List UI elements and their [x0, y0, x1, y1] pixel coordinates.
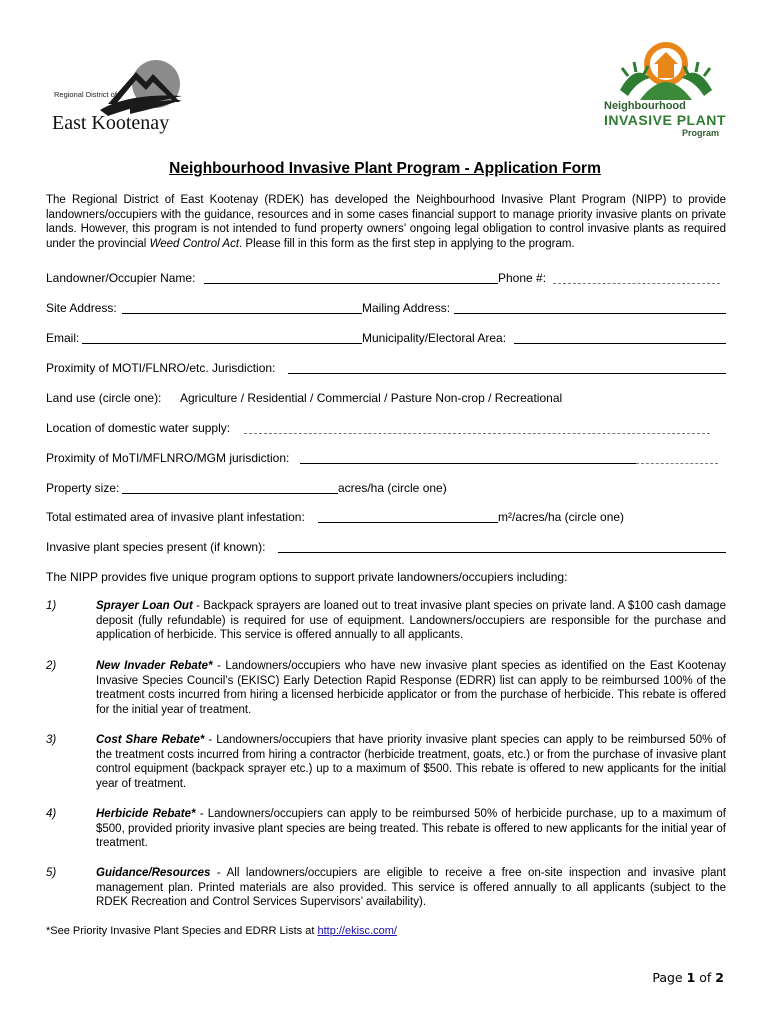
footnote-text: *See Priority Invasive Plant Species and EDRR Lists at — [46, 925, 318, 937]
infestation-units[interactable]: m²/acres/ha (circle one) — [498, 510, 625, 524]
option-number: 5) — [46, 867, 57, 879]
input-mailing-address[interactable] — [454, 313, 726, 314]
label-species: Invasive plant species present (if known): — [46, 540, 266, 554]
ekisc-link[interactable]: http://ekisc.com/ — [317, 925, 397, 937]
label-proximity-2: Proximity of MoTI/MFLNRO/MGM jurisdiction: — [46, 451, 290, 465]
field-row-water — [46, 420, 726, 436]
option-text: - Landowners/occupiers that have priority invasive plant species can apply to be reimbursed 50% of the treatment costs incurred from hiring a contractor (herbicide treatment, goats, etc.) or from the purchase of invasive plant control equipment (backpack sprayer etc.) up to a maximum of $500. This rebate is offered to new applicants for the initial year of treatment. — [96, 734, 726, 790]
page-total: 2 — [715, 970, 724, 985]
input-species[interactable] — [278, 552, 726, 553]
label-land-use: Land use (circle one): — [46, 391, 162, 405]
page-current: 1 — [686, 970, 696, 985]
field-row-proximity-1 — [46, 360, 726, 376]
label-mailing-address: Mailing Address: — [362, 301, 451, 315]
option-number: 1) — [46, 600, 57, 612]
label-infestation-area: Total estimated area of invasive plant infestation: — [46, 510, 305, 524]
input-site-address[interactable] — [122, 313, 362, 314]
label-property-size: Property size: — [46, 481, 120, 495]
field-row-property — [46, 480, 726, 496]
page-title: Neighbourhood Invasive Plant Program - Application Form — [169, 160, 601, 177]
nipp-line3: Program — [682, 128, 720, 138]
input-email[interactable] — [82, 343, 362, 344]
option-title: Herbicide Rebate* — [96, 808, 196, 820]
field-row-species — [46, 539, 726, 555]
input-water-supply[interactable] — [244, 433, 710, 434]
input-municipality[interactable] — [514, 343, 726, 344]
intro-text-2: . Please fill in this form as the first step in applying to the program. — [239, 237, 575, 250]
list-item-option-5 — [46, 866, 726, 910]
page-prefix: Page — [652, 970, 687, 985]
land-use-options[interactable]: Agriculture / Residential / Commercial / Pasture Non-crop / Recreational — [180, 391, 563, 405]
nipp-line2: INVASIVE PLANT — [604, 112, 726, 128]
option-number: 3) — [46, 734, 57, 746]
list-item-option-3 — [46, 733, 726, 791]
field-row-infestation — [46, 509, 726, 525]
label-water-supply: Location of domestic water supply: — [46, 421, 231, 435]
intro-act: Weed Control Act — [149, 237, 240, 250]
option-title: New Invader Rebate* — [96, 660, 213, 672]
rdek-small-text: Regional District of — [54, 90, 117, 99]
option-text: - All landowners/occupiers are eligible to receive a free on-site inspection and invasive plant management plan. Printed materials are also provided. This service is offered annually to all applicants (subject to the RDEK Recreation and Control Services Supervisors’ availability). — [96, 867, 726, 909]
input-proximity-2-tail[interactable] — [636, 463, 718, 464]
field-row-name — [46, 270, 726, 286]
input-name[interactable] — [204, 283, 498, 284]
footnote — [46, 925, 397, 937]
label-proximity-1: Proximity of MOTI/FLNRO/etc. Jurisdiction: — [46, 361, 276, 375]
list-item-option-1 — [46, 599, 726, 643]
list-item-option-2 — [46, 659, 726, 717]
rdek-logo — [50, 58, 190, 138]
option-number: 4) — [46, 808, 57, 820]
label-municipality: Municipality/Electoral Area: — [362, 331, 507, 345]
page-number — [652, 970, 724, 985]
field-row-proximity-2 — [46, 450, 726, 466]
label-name: Landowner/Occupier Name: — [46, 271, 196, 285]
page-sep: of — [695, 970, 716, 985]
input-proximity-2[interactable] — [300, 463, 636, 464]
input-property-size[interactable] — [122, 493, 338, 494]
option-title: Sprayer Loan Out — [96, 600, 193, 612]
option-number: 2) — [46, 660, 57, 672]
list-item-option-4 — [46, 807, 726, 851]
label-phone: Phone #: — [498, 271, 547, 285]
field-row-address — [46, 300, 726, 316]
label-site-address: Site Address: — [46, 301, 117, 315]
nipp-line1: Neighbourhood — [604, 100, 686, 112]
rdek-big-text: East Kootenay — [52, 112, 170, 134]
field-row-email — [46, 330, 726, 346]
field-row-land-use — [46, 390, 726, 406]
option-text: - Landowners/occupiers can apply to be reimbursed 50% of herbicide purchase, up to a maximum of $500, provided priority invasive plant species are being treated. This rebate is offered to new applicants for the initial year of treatment. — [96, 808, 726, 850]
option-text: - Landowners/occupiers who have new invasive plant species as identified on the East Kootenay Invasive Species Council’s (EKISC) Early Detection Rapid Response (EDRR) list can apply to be reimbursed 100% of the treatment costs incurred from hiring a licensed herbicide applicator or from the purchase of herbicide. This rebate is offered for the initial year of treatment. — [96, 660, 726, 716]
option-title: Guidance/Resources — [96, 867, 211, 879]
intro-paragraph — [46, 193, 726, 251]
input-phone[interactable] — [553, 283, 720, 284]
nipp-logo — [600, 38, 730, 140]
property-size-units[interactable]: acres/ha (circle one) — [338, 481, 447, 495]
input-infestation-area[interactable] — [318, 522, 498, 523]
label-email: Email: — [46, 331, 80, 345]
input-proximity-1[interactable] — [288, 373, 726, 374]
option-title: Cost Share Rebate* — [96, 734, 205, 746]
option-text: - Backpack sprayers are loaned out to treat invasive plant species on private land. A $100 cash damage deposit (fully refundable) is required for use of equipment. Landowners/occupiers are responsible for the purchase and application of herbicide. This service is offered annually to all applicants. — [96, 600, 726, 642]
invasive-plant-logo-icon — [600, 38, 730, 102]
options-intro: The NIPP provides five unique program options to support private landowners/occupiers including: — [46, 570, 568, 584]
intro-text-1: The Regional District of East Kootenay (RDEK) has developed the Neighbourhood Invasive Plant Program (NIPP) to provide landowners/occupiers with the guidance, resources and in some cases financial support to manage priority invasive plants on private lands. However, this program is not intended to fund property owners’ ongoing legal obligation to control invasive plants as required under the provincial — [46, 194, 726, 250]
